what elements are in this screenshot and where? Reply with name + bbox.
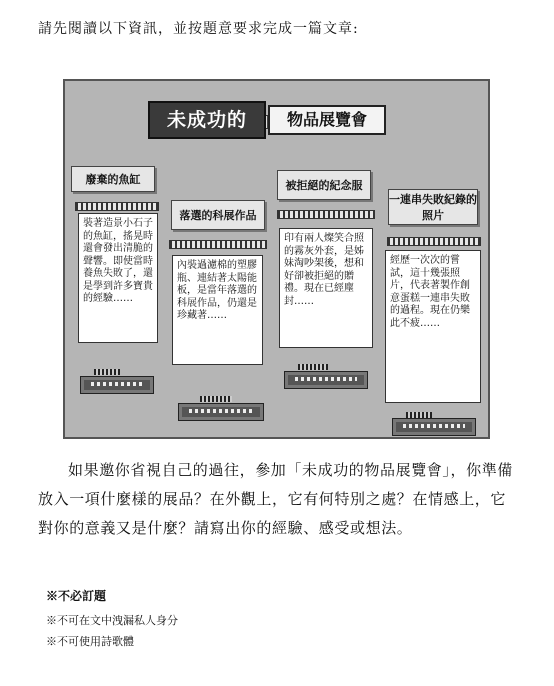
- exhibit-4-rail: [387, 237, 481, 246]
- exhibition-banner: [148, 101, 386, 139]
- note-no-title: ※不必訂題: [46, 589, 107, 603]
- exhibit-1-label: 廢棄的魚缸: [71, 166, 155, 192]
- exhibit-3-base: [284, 371, 368, 389]
- exhibit-3-rail: [277, 210, 375, 219]
- note-privacy: ※不可在文中洩漏私人身分: [46, 614, 178, 627]
- exhibit-4-base: [392, 418, 476, 436]
- exhibit-1-rail: [75, 202, 159, 211]
- exhibit-3-post: [298, 364, 328, 370]
- banner-title-dark: 未成功的: [148, 101, 266, 139]
- exhibit-1-base: [80, 376, 154, 394]
- exhibit-2-base: [178, 403, 264, 421]
- exhibit-3-text: 印有兩人燦笑合照的霧灰外套，是姊妹淘吵架後，想和好卻被拒絕的贈禮。現在已經塵封……: [279, 228, 373, 348]
- exhibit-2-label: 落選的科展作品: [171, 200, 265, 230]
- exhibit-4-label: 一連串失敗紀錄的照片: [388, 189, 478, 225]
- exhibit-4-text: 經歷一次次的嘗試，這十幾張照片，代表著製作創意蛋糕一連串失敗的過程。現在仍樂此不疲……: [385, 250, 481, 403]
- exhibit-1-post: [94, 369, 120, 375]
- exhibit-2-rail: [169, 240, 267, 249]
- essay-prompt: 如果邀你省視自己的過往，參加「未成功的物品展覽會」，你準備放入一項什麼樣的展品？在外觀上，它有何特別之處？在情感上，它對你的意義又是什麼？請寫出你的經驗、感受或想法。: [38, 461, 513, 537]
- note-no-poetry: ※不可使用詩歌體: [46, 635, 134, 648]
- instruction-text: 請先閱讀以下資訊，並按題意要求完成一篇文章:: [38, 21, 359, 37]
- exhibit-2-text: 內裝過濾棉的塑膠瓶、連結著太陽能板，是當年落選的科展作品，仍還是珍藏著……: [172, 255, 263, 365]
- exhibit-3-label: 被拒絕的紀念服: [277, 170, 371, 200]
- banner-title-light: 物品展覽會: [268, 105, 386, 135]
- exhibit-2-post: [200, 396, 232, 402]
- exhibit-1-text: 裝著造景小石子的魚缸，搖晃時還會發出清脆的聲響。即使當時養魚失敗了，還是學到許多寶貴的經驗……: [78, 213, 158, 343]
